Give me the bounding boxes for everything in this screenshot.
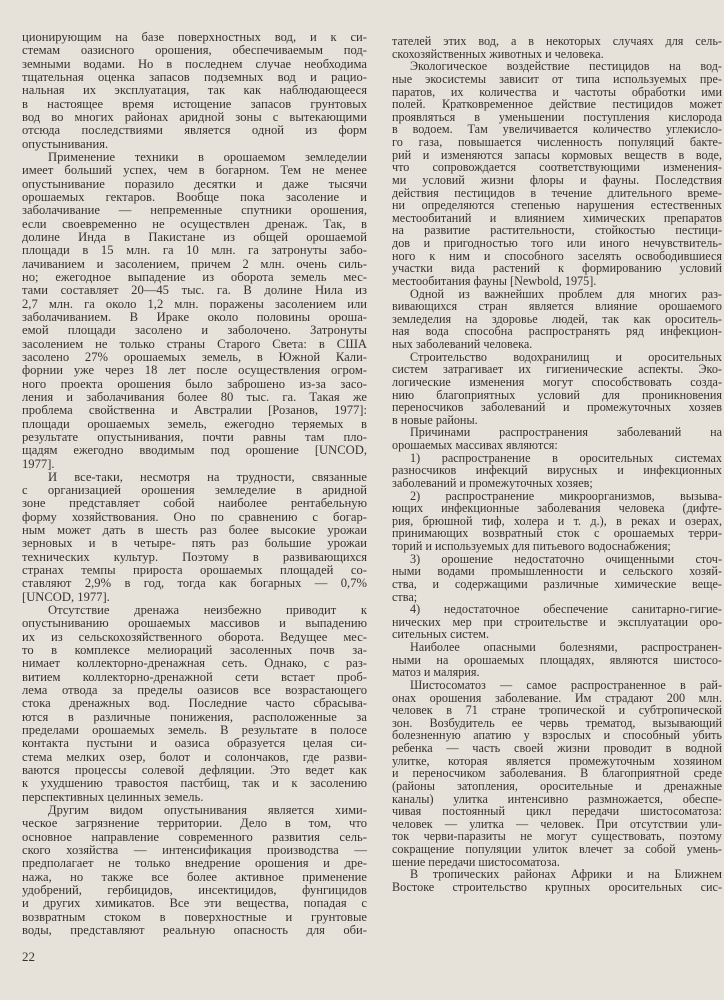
text-line: в водоем. Там увеличивается количество углекисло- (392, 122, 722, 137)
text-line: воды, представляют реальную опасность для оби- (22, 922, 367, 937)
text-line: ного к ним и способного заселять освободившиеся (392, 248, 722, 263)
text-line: ребенка — часть своей жизни проводит в водной (392, 741, 722, 755)
text-line: ющих инфекционные заболевания человека (дифте- (392, 501, 722, 516)
text-line: рия, брюшной тиф, холера и т. д.), в реках и озерах, (392, 513, 722, 528)
text-line: ными водами промышленности и сельского хозяй- (392, 564, 722, 579)
text-line: действия пестицидов в течение длительного време- (392, 185, 722, 200)
paragraph (392, 603, 722, 641)
text-line: засолено 27% орошаемых земель, в Южной Кали- (22, 349, 367, 364)
text-line: возвратным стоком в поверхностные и грунтовые (22, 909, 367, 924)
paragraph (22, 151, 367, 471)
text-line: нимает коллекторно-дренажная сеть. Однако, с раз- (22, 656, 367, 671)
text-line: на развитие растительности, стойкостью пестици- (392, 223, 722, 238)
text-line: ционирующим на базе поверхностных вод, и к си- (22, 30, 367, 44)
text-line: 1977]. (22, 456, 55, 471)
text-line: предполагает не только внедрение орошения и дре- (22, 856, 367, 871)
text-line: то в комплексе мелиораций засоленных почв за- (22, 643, 367, 658)
text-line: матоз и малярия. (392, 665, 480, 680)
paragraph (392, 490, 722, 553)
text-line: 2,7 млн. га около 1,2 млн. поражены засолением или (22, 296, 367, 311)
text-line: принимающих возвратный сток с орошаемых терри- (392, 526, 722, 541)
paragraph (392, 452, 722, 490)
text-line: местообитаний и влиянием химических препаратов (392, 210, 722, 225)
paragraph (392, 288, 722, 351)
text-line: ства; (392, 589, 418, 604)
text-line: земными водами. Но в последнем случае необходима (22, 56, 367, 71)
text-line: если своевременно не осуществлен дренаж. Так, в (22, 216, 367, 231)
text-line: но; ежегодное выпадение из оборота земель мес- (22, 269, 367, 284)
left-column (22, 31, 367, 937)
text-line: Шистосоматоз — самое распространенное в рай- (410, 677, 722, 692)
text-line: вивающихся стран является влияние орошаемого (392, 299, 722, 314)
text-line: орошаемых гектаров. Вообще пока засоление и (22, 189, 367, 204)
text-line: сительных систем. (392, 627, 489, 642)
text-line: чивая постоянный цикл передачи шистосоматоза: (392, 804, 722, 819)
right-column (392, 35, 722, 894)
text-line: опустынивания. (22, 136, 109, 151)
text-line: человек — улитка — человек. При отсутствии ули- (392, 816, 722, 831)
text-line: Отсутствие дренажа неизбежно приводит к (48, 603, 367, 618)
text-line: что сопровождается соответствующими изменения- (392, 160, 722, 175)
page-number: 22 (22, 949, 35, 964)
text-line: Причинами распространения заболеваний на (410, 425, 722, 440)
text-line: В тропических районах Африки и на Ближнем (410, 867, 722, 882)
text-line: ным может дать в шесть раз более высокие урожаи (22, 523, 367, 538)
text-line: проблема свойственна и Австралии [Розанов, 1977]: (22, 403, 367, 418)
text-line: стока дренажных вод. Последние часто сбрасыва- (22, 696, 367, 711)
text-line: основное направление современного развития сель- (22, 829, 367, 844)
text-line: ства, и содержащими различные химические веще- (392, 576, 722, 591)
text-line: нию благоприятных условий для проникновения (392, 387, 722, 402)
text-line: зон. Возбудитель ее червь трематод, вызывающий (392, 715, 722, 730)
text-line: заболачиванием. В Ираке около половины ороша- (22, 309, 367, 324)
text-line: пределами орошаемых земель. В результате в полосе (22, 723, 367, 738)
paragraph (22, 31, 367, 151)
text-line: дов и пригодностью того или иного нечувствитель- (392, 236, 722, 250)
text-line: разносчиков инфекций вирусных и инфекционных (392, 463, 722, 478)
text-line: в настоящее время истощение запасов грунтовых (22, 96, 367, 111)
text-line: торий и используемых для питьевого водоснабжения; (392, 539, 671, 553)
text-line: паратов, их количества и частоты обработки ими (392, 84, 722, 99)
text-line: 3) орошение недостаточно очищенными сточ- (410, 551, 722, 566)
text-line: странах темпы прироста орошаемых площадей со- (22, 563, 367, 578)
text-line: витием коллекторно-дренажной сети встает проб- (22, 669, 367, 684)
text-line: Применение техники в орошаемом земледелии (48, 149, 367, 164)
text-line: и других химикатов. Все эти вещества, попадая с (22, 896, 367, 911)
text-line: удобрений, гербицидов, инсектицидов, фунгицидов (22, 883, 367, 897)
paragraph (22, 471, 367, 604)
text-line: перспективных целинных земель. (22, 789, 204, 804)
text-line: (районы затопления, оросительные и дренажные (392, 778, 722, 793)
text-line: ми условий жизни флоры и фауны. Последствия (392, 172, 722, 187)
text-line: зоне представляет собой наиболее рентабельную (22, 496, 367, 511)
text-line: емой площади засолено и заболочено. Затронуты (22, 323, 367, 338)
text-line: контакта пустыни и оазиса образуется целая си- (22, 736, 367, 751)
text-line: местообитания фауны [Newbold, 1975]. (392, 273, 597, 288)
paragraph (22, 604, 367, 804)
text-line: форму хозяйствования. Оно по сравнению с богар- (22, 509, 367, 524)
paragraph (392, 679, 722, 868)
paragraph (392, 553, 722, 604)
text-line: 4) недостаточное обеспечение санитарно-гигие- (410, 602, 722, 617)
text-line: онах орошения заболевание. Им страдают 200 млн. (392, 690, 722, 705)
text-line: вод во многих районах аридной зоны с вытекающими (22, 109, 367, 124)
text-line: переносчиков заболеваний и промежуточных хозяев (392, 400, 722, 415)
text-line: к ухудшению травостоя пастбищ, так и к засолению (22, 776, 367, 791)
text-line: ток черви-паразиты не могут существовать, поэтому (392, 829, 722, 844)
text-line: Строительство водохранилищ и оросительных (410, 349, 722, 364)
text-line: ни определяются степенью нарушения естественных (392, 198, 722, 213)
text-line: нажа, но также все более активное применение (22, 869, 367, 884)
text-line: человек в 71 стране тропической и субтропической (392, 703, 722, 718)
text-line: тщательная оценка запасов подземных вод и рацио- (22, 69, 367, 84)
text-line: стема мелких озер, болот и солончаков, где разви- (22, 749, 367, 764)
text-line: Востоке строительство крупных оросительных сис- (392, 879, 722, 894)
text-line: улитке, которая является промежуточным хозяином (392, 753, 722, 768)
paragraph (392, 868, 722, 893)
text-line: лема отвода за пределы оазисов все возрастающего (22, 683, 367, 698)
text-line: зерновых и в четыре- пять раз большие урожаи (22, 536, 367, 551)
text-line: заболеваний и промежуточных хозяев; (392, 475, 593, 490)
text-line: [UNCOD, 1977]. (22, 589, 110, 604)
text-line: засолением не только страны Старого Света: в США (22, 336, 367, 351)
paragraph (392, 641, 722, 679)
text-line: земледелия на здоровье людей, так как ороситель- (392, 311, 722, 326)
text-line: тами составляет 20—45 тыс. га. В долине Нила из (22, 283, 367, 298)
paragraph (392, 351, 722, 427)
text-line: Одной из важнейших проблем для многих раз- (410, 286, 722, 301)
text-line: ная вода способна распространять ряд инфекцион- (392, 324, 722, 339)
text-line: площади в 15 млн. га 10 млн. га затронуты забо- (22, 243, 367, 258)
text-line: ческое загрязнение территории. Дело в том, что (22, 816, 367, 831)
text-line: ского хозяйства — интенсификация производства — (22, 843, 367, 858)
text-line: заболачивание — непременные спутники орошения, (22, 203, 367, 218)
text-line: орошаемых массивах являются: (392, 438, 558, 452)
text-line: логические изменения могут способствовать созда- (392, 374, 722, 389)
text-line: го газа, повышается численность популяций бакте- (392, 135, 722, 149)
paragraph (392, 426, 722, 451)
text-line: Наиболее опасными болезнями, распространен- (410, 640, 722, 654)
text-line: в новые районы. (392, 412, 478, 427)
text-line: имеет больший успех, чем в богарном. Тем не менее (22, 163, 367, 178)
text-line: шение передачи шистосоматоза. (392, 854, 560, 869)
text-line: ного проекта орошения было заброшено из-за засо- (22, 376, 367, 391)
text-line: 1) распространение в оросительных системах (410, 450, 722, 465)
paragraph (22, 804, 367, 937)
text-line: ных заболеваний человека. (392, 337, 533, 351)
text-line: нических мер при строительстве и эксплуатации оро- (392, 614, 722, 629)
text-line: Другим видом опустынивания является хими- (48, 803, 367, 818)
text-line: лачиванием и засолением, причем 2 млн. очень силь- (22, 256, 367, 271)
text-line: результате опустынивания, почти равны там пло- (22, 429, 367, 444)
text-line: их из сельскохозяйственного оборота. Ведущее мес- (22, 629, 367, 644)
text-line: ются в различные понижения, расположенные за (22, 709, 367, 724)
text-line: скохозяйственных животных и человека. (392, 46, 604, 61)
text-line: участки вида растений к формированию условий (392, 261, 722, 276)
text-line: сокращение популяции улиток влечет за собой умень- (392, 842, 722, 856)
text-line: систем затрагивает их гигиенические аспекты. Эко- (392, 362, 722, 377)
paragraph (392, 60, 722, 287)
text-line: рий и изменяются запасы кормовых веществ в воде, (392, 147, 722, 162)
text-line: площади орошаемых земель, ежегодно теряемых в (22, 416, 367, 431)
text-line: нальная их эксплуатация, так как наблюдающееся (22, 83, 367, 98)
paragraph (392, 35, 722, 60)
text-line: ные экосистемы зависит от типа используемых пре- (392, 71, 722, 86)
text-line: И все-таки, несмотря на трудности, связанные (48, 469, 367, 484)
text-line: щадям ежегодно вводимым под орошение [UNCOD, (22, 443, 367, 458)
text-line: опустынивание поразило десятки и даже тысячи (22, 176, 367, 191)
text-line: ставляют 2,9% в год, тогда как богарных — 0,7% (22, 576, 367, 591)
text-line: каналы) улитка интенсивно размножается, обеспе- (392, 791, 722, 806)
text-line: и переносчиком заболевания. В благоприятной среде (392, 766, 722, 781)
text-line: ными на орошаемых площадях, являются шистосо- (392, 652, 722, 667)
text-line: Экологическое воздействие пестицидов на вод- (410, 59, 722, 74)
text-line: 2) распространение микроорганизмов, вызыва- (410, 488, 722, 503)
text-line: долине Инда в Пакистане из общей орошаемой (22, 229, 367, 244)
text-line: технических культур. Поэтому в развивающихся (22, 549, 367, 564)
text-line: тателей этих вод, а в некоторых случаях для сель- (392, 34, 722, 48)
text-line: отсюда последствиями является одной из форм (22, 123, 367, 138)
text-line: опустыниванию орошаемых массивов и выпадению (22, 616, 367, 631)
text-line: полей. Кратковременное действие пестицидов может (392, 97, 722, 112)
text-line: стемам оазисного орошения, обеспечиваемым под- (22, 43, 367, 58)
text-line: форнии уже через 18 лет после осуществления огром- (22, 363, 367, 378)
text-line: проявляться в уменьшении поступления кислорода (392, 109, 722, 124)
text-line: ления и заболачивания более 80 тыс. га. Такая же (22, 389, 367, 404)
text-line: ваются процессы солевой дефляции. Это ведет как (22, 763, 367, 778)
text-line: болезненную апатию у взрослых и способный убить (392, 728, 722, 743)
text-line: с организацией орошения земледелие в аридной (22, 483, 367, 498)
